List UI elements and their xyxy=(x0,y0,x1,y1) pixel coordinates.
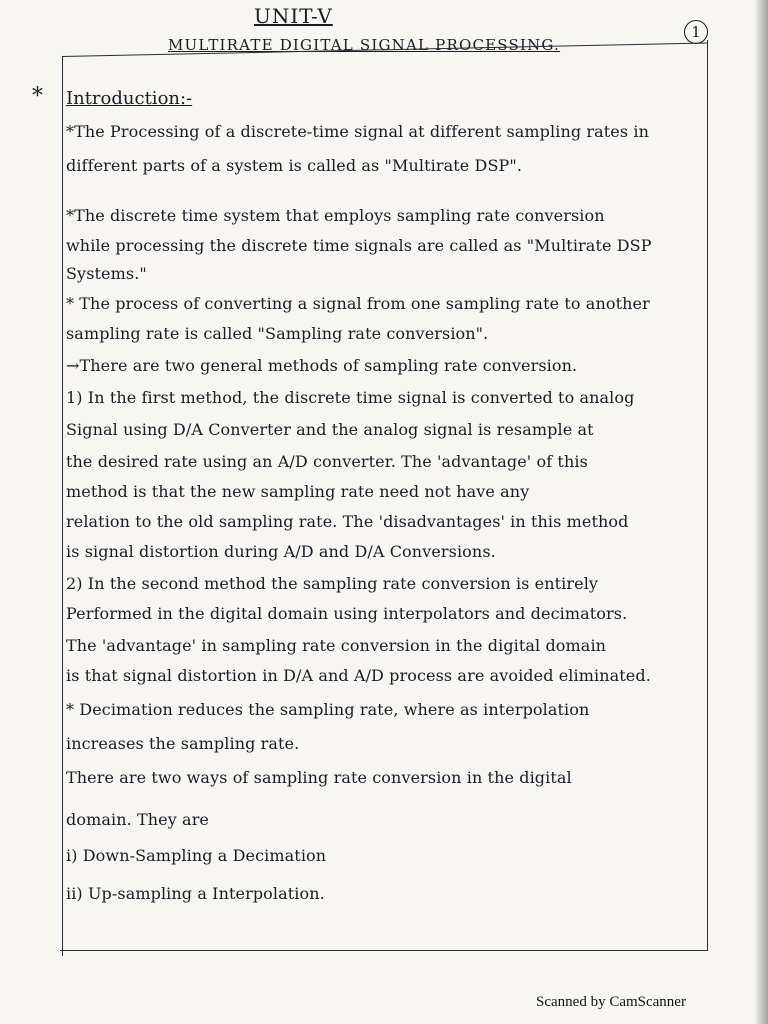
text-line: ii) Up-sampling a Interpolation. xyxy=(66,884,325,903)
text-line: domain. They are xyxy=(66,810,210,829)
text-line: while processing the discrete time signals are called as "Multirate DSP xyxy=(66,236,652,255)
scanner-watermark: Scanned by CamScanner xyxy=(536,994,686,1010)
text-line: Systems." xyxy=(66,264,147,283)
text-line: * The process of converting a signal from one sampling rate to another xyxy=(66,294,650,313)
text-line: different parts of a system is called as "Multirate DSP". xyxy=(66,156,523,175)
page-title: MULTIRATE DIGITAL SIGNAL PROCESSING. xyxy=(168,36,561,54)
frame-border-right xyxy=(707,40,708,950)
text-line: sampling rate is called "Sampling rate conversion". xyxy=(66,324,489,343)
text-line: Performed in the digital domain using interpolators and decimators. xyxy=(66,604,628,623)
text-line: →There are two general methods of sampling rate conversion. xyxy=(66,356,578,375)
text-line: * Decimation reduces the sampling rate, where as interpolation xyxy=(66,700,590,719)
text-line: is signal distortion during A/D and D/A Conversions. xyxy=(66,542,496,561)
text-line: method is that the new sampling rate need not have any xyxy=(66,482,530,501)
frame-border-bottom xyxy=(60,950,708,951)
introduction-heading: Introduction:- xyxy=(66,88,193,109)
frame-border-left xyxy=(62,56,63,956)
margin-star-mark: * xyxy=(32,84,43,109)
text-line: The 'advantage' in sampling rate conversion in the digital domain xyxy=(66,636,607,655)
page-number-circle: 1 xyxy=(684,20,708,44)
text-line: *The Processing of a discrete-time signal at different sampling rates in xyxy=(66,122,649,141)
text-line: is that signal distortion in D/A and A/D process are avoided eliminated. xyxy=(66,666,651,685)
text-line: 2) In the second method the sampling rate conversion is entirely xyxy=(66,574,599,593)
text-line: increases the sampling rate. xyxy=(66,734,300,753)
page-edge-shadow xyxy=(754,0,768,1024)
unit-heading: UNIT-V xyxy=(254,4,333,28)
text-line: Signal using D/A Converter and the analog signal is resample at xyxy=(66,420,594,439)
text-line: i) Down-Sampling a Decimation xyxy=(66,846,327,865)
text-line: relation to the old sampling rate. The 'disadvantages' in this method xyxy=(66,512,629,531)
text-line: 1) In the first method, the discrete time signal is converted to analog xyxy=(66,388,635,407)
text-line: the desired rate using an A/D converter. The 'advantage' of this xyxy=(66,452,588,471)
text-line: *The discrete time system that employs sampling rate conversion xyxy=(66,206,605,225)
text-line: There are two ways of sampling rate conversion in the digital xyxy=(66,768,572,787)
